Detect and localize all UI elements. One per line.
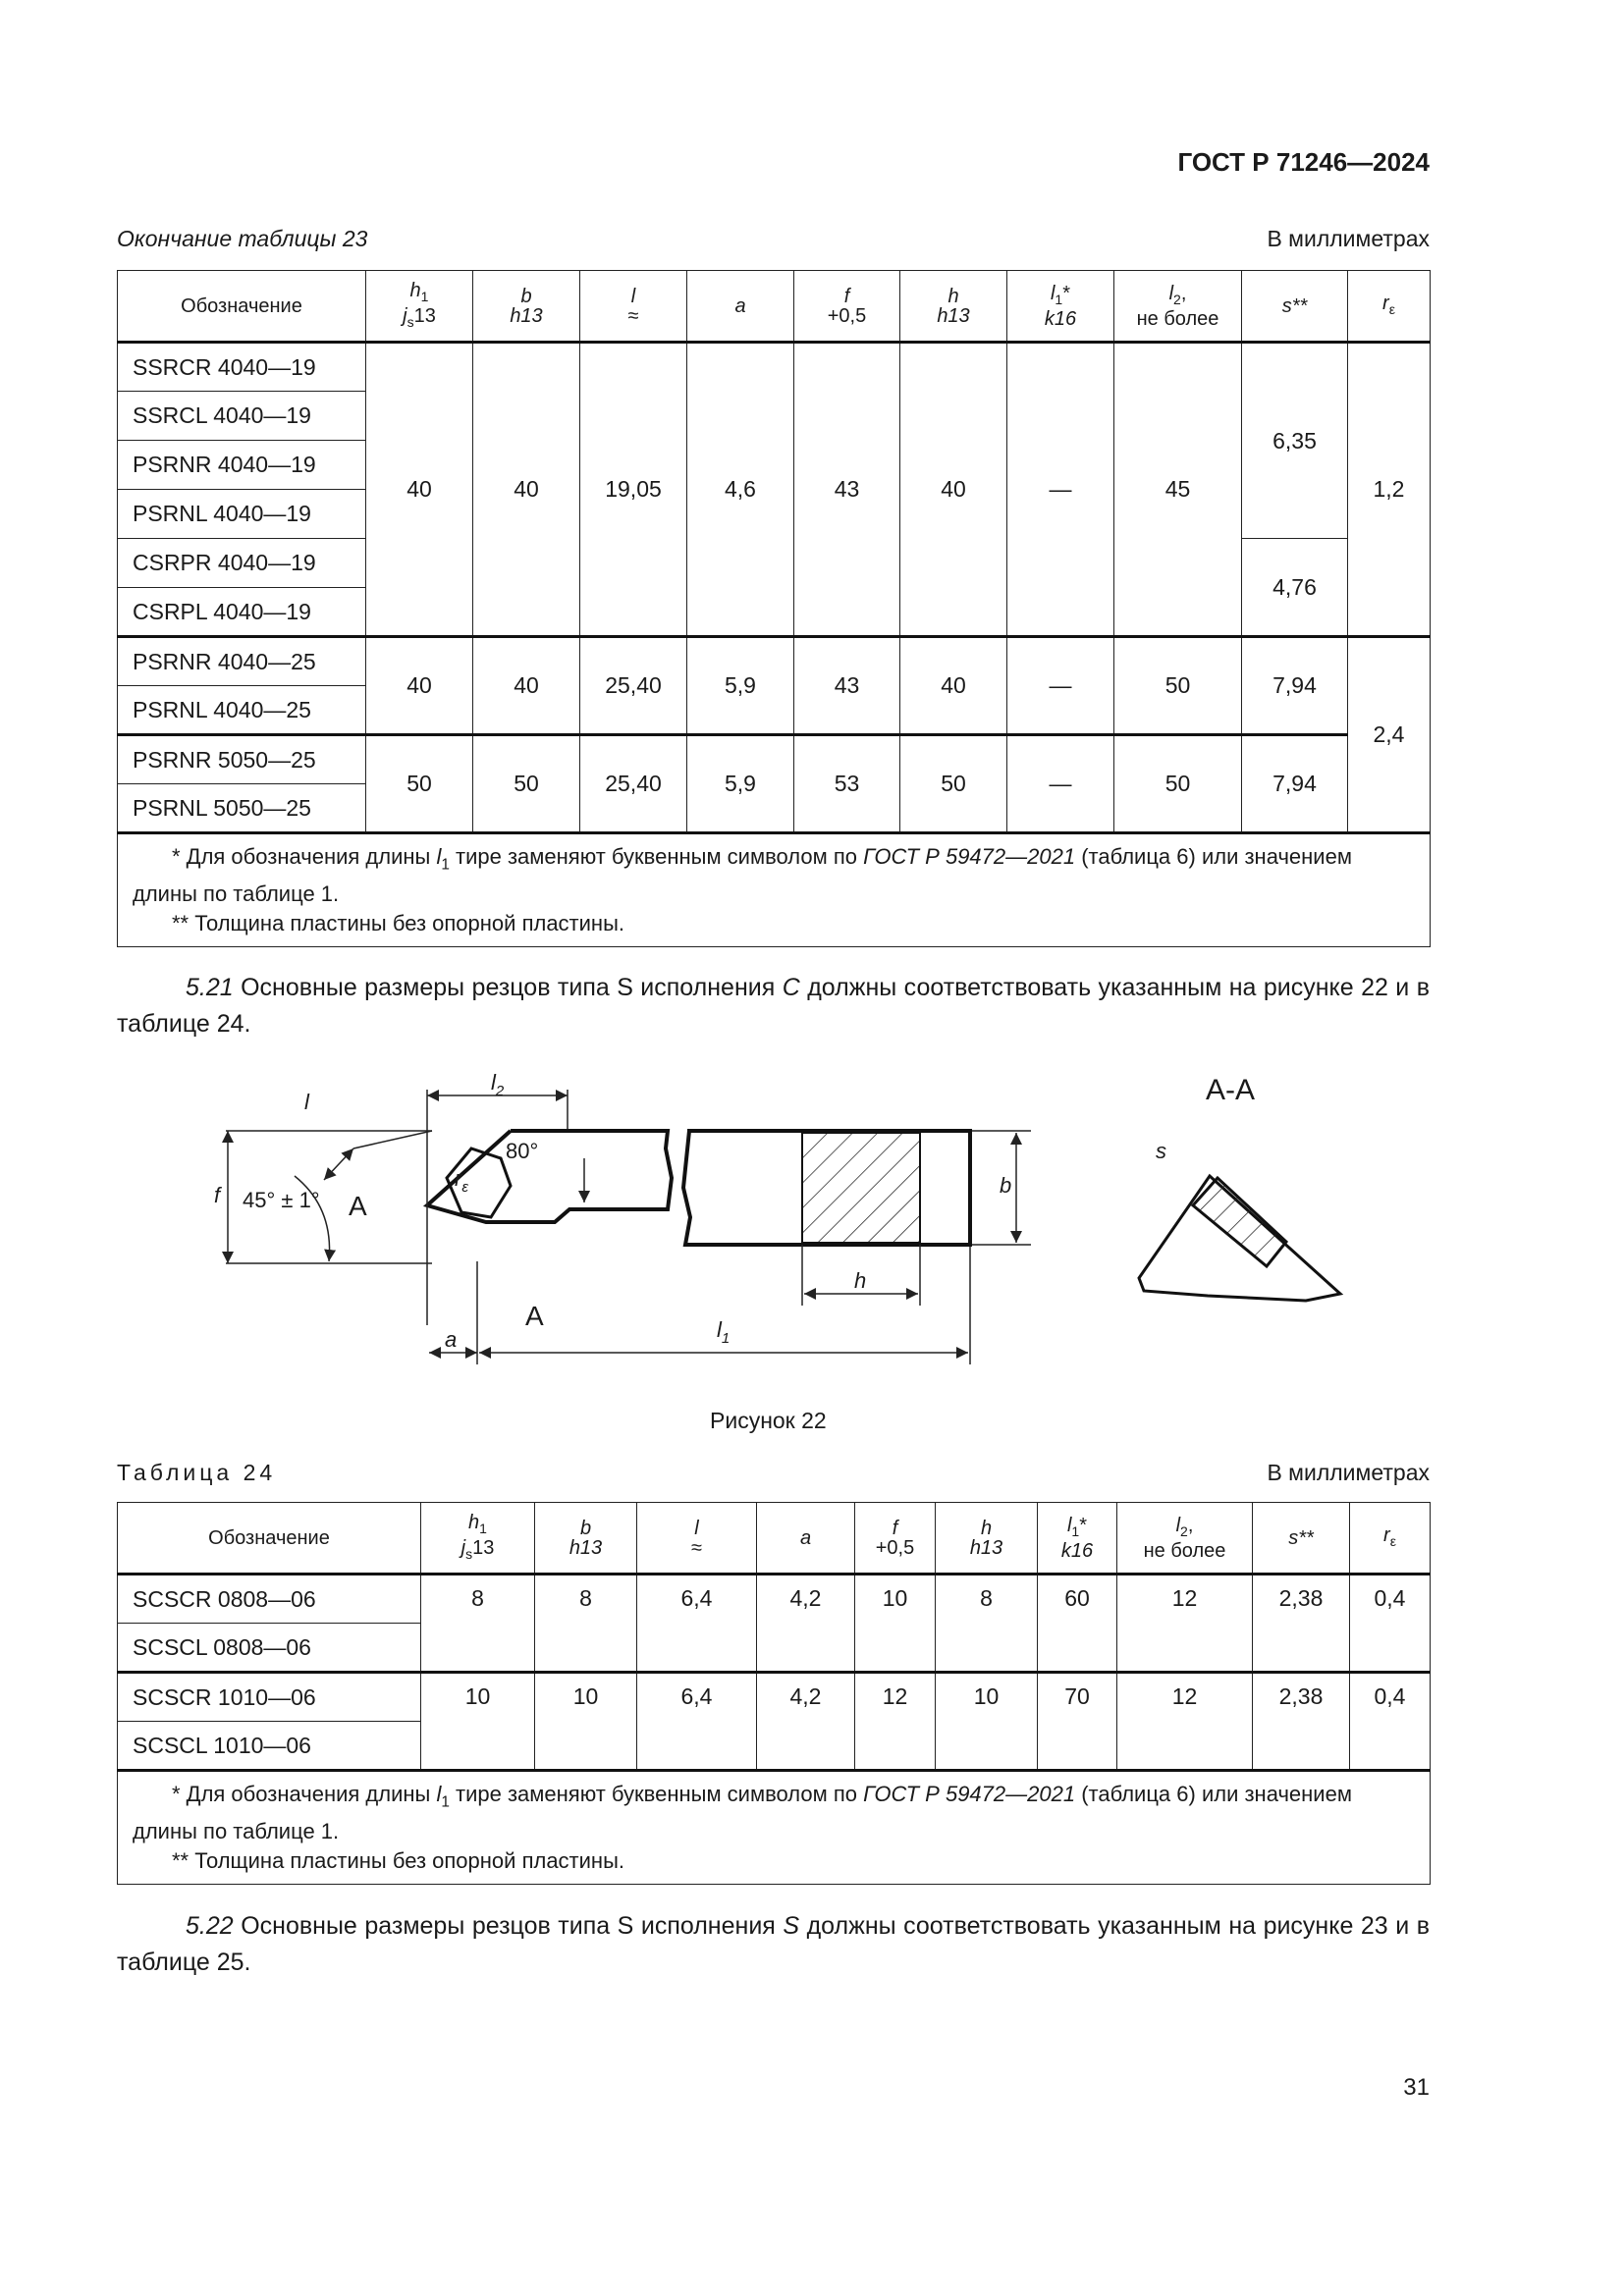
table-row bbox=[118, 1673, 1431, 1722]
col-s: s** bbox=[1242, 271, 1348, 343]
cell-f: 12 bbox=[855, 1673, 936, 1771]
label-80-deg: 80° bbox=[506, 1139, 539, 1163]
designation-cell: CSRPL 4040—19 bbox=[118, 588, 366, 637]
cell-l2: 12 bbox=[1117, 1673, 1253, 1771]
designation-cell: SCSCR 1010—06 bbox=[118, 1673, 421, 1722]
figure-22-caption: Рисунок 22 bbox=[710, 1408, 827, 1433]
cell-l: 19,05 bbox=[580, 343, 687, 637]
cell-l: 25,40 bbox=[580, 735, 687, 833]
col-l2: $l_2$, не более bbox=[1117, 1503, 1253, 1575]
designation-cell: SCSCL 0808—06 bbox=[118, 1624, 421, 1673]
table23-units: В миллиметрах bbox=[1267, 226, 1430, 251]
cell-s: 6,35 bbox=[1242, 343, 1348, 539]
cell-a: 4,6 bbox=[687, 343, 794, 637]
cell-b: 40 bbox=[473, 343, 580, 637]
designation-cell: PSRNL 4040—19 bbox=[118, 490, 366, 539]
designation-cell: PSRNR 4040—25 bbox=[118, 637, 366, 686]
col-h1: $h_1$ $j_s13$ bbox=[366, 271, 473, 343]
table-23 bbox=[117, 270, 1431, 947]
cell-h: 40 bbox=[900, 637, 1007, 735]
col-l: l ≈ bbox=[637, 1503, 757, 1575]
col-r: $r_\varepsilon$ bbox=[1348, 271, 1431, 343]
col-l1: $l_1*$ k16 bbox=[1038, 1503, 1117, 1575]
cell-h: 10 bbox=[936, 1673, 1038, 1771]
col-designation: Обозначение bbox=[118, 271, 366, 343]
designation-cell: SSRCR 4040—19 bbox=[118, 343, 366, 392]
table23-caption: Окончание таблицы 23 bbox=[117, 226, 368, 251]
designation-cell: SSRCL 4040—19 bbox=[118, 392, 366, 441]
col-l1: $l_1*$ k16 bbox=[1007, 271, 1114, 343]
cell-h1: 40 bbox=[366, 637, 473, 735]
cell-s: 2,38 bbox=[1253, 1673, 1350, 1771]
cell-r: 2,4 bbox=[1348, 637, 1431, 833]
label-l1: $l_1$ bbox=[717, 1317, 731, 1347]
designation-cell: PSRNL 4040—25 bbox=[118, 686, 366, 735]
section-mark-a-1: A bbox=[349, 1191, 367, 1221]
col-a: a bbox=[757, 1503, 855, 1575]
designation-cell: SCSCR 0808—06 bbox=[118, 1575, 421, 1624]
cell-l1: — bbox=[1007, 637, 1114, 735]
cell-h1: 8 bbox=[421, 1575, 535, 1673]
designation-cell: CSRPR 4040—19 bbox=[118, 539, 366, 588]
page-number: 31 bbox=[1403, 2074, 1430, 2101]
cell-l1: — bbox=[1007, 343, 1114, 637]
section-a-a-title: А-А bbox=[1206, 1074, 1256, 1106]
designation-cell: SCSCL 1010—06 bbox=[118, 1722, 421, 1771]
table-row bbox=[118, 735, 1431, 784]
table-row bbox=[118, 343, 1431, 392]
cell-r: 1,2 bbox=[1348, 343, 1431, 637]
paragraph-5-22: 5.22 Основные размеры резцов типа S исполнения S должны соответствовать указанным на рисунке 23 и в таблице 25. bbox=[117, 1912, 1430, 1976]
col-l: l ≈ bbox=[580, 271, 687, 343]
cell-h1: 10 bbox=[421, 1673, 535, 1771]
col-f: f +0,5 bbox=[794, 271, 900, 343]
paragraph-5-21: 5.21 Основные размеры резцов типа S исполнения C должны соответствовать указанным на рисунке 22 и в таблице 24. bbox=[117, 974, 1430, 1038]
designation-cell: PSRNR 5050—25 bbox=[118, 735, 366, 784]
col-s: s** bbox=[1253, 1503, 1350, 1575]
cell-h1: 40 bbox=[366, 343, 473, 637]
footnote-2: ** Толщина пластины без опорной пластины. bbox=[172, 1848, 624, 1874]
table-24 bbox=[117, 1502, 1431, 1885]
col-b: b h13 bbox=[473, 271, 580, 343]
col-b: b h13 bbox=[535, 1503, 637, 1575]
label-a: a bbox=[445, 1327, 458, 1352]
label-b: b bbox=[1000, 1173, 1012, 1198]
cell-s: 4,76 bbox=[1242, 539, 1348, 637]
designation-cell: PSRNL 5050—25 bbox=[118, 784, 366, 833]
cell-b: 40 bbox=[473, 637, 580, 735]
table23-notes-row bbox=[118, 833, 1431, 947]
table23-header-row bbox=[118, 271, 1431, 343]
cell-f: 10 bbox=[855, 1575, 936, 1673]
label-angle: 45° ± 1° bbox=[243, 1188, 320, 1212]
table24-units: В миллиметрах bbox=[1267, 1460, 1430, 1485]
tool-head-outline bbox=[427, 1131, 672, 1222]
table24-header-row bbox=[118, 1503, 1431, 1575]
cell-a: 5,9 bbox=[687, 637, 794, 735]
cell-h1: 50 bbox=[366, 735, 473, 833]
cell-s: 7,94 bbox=[1242, 637, 1348, 735]
cell-a: 4,2 bbox=[757, 1575, 855, 1673]
table24-notes-row bbox=[118, 1771, 1431, 1885]
cell-l1: 60 bbox=[1038, 1575, 1117, 1673]
cell-l2: 45 bbox=[1114, 343, 1242, 637]
table23-notes bbox=[118, 833, 1431, 947]
document-id: ГОСТ Р 71246—2024 bbox=[1177, 147, 1430, 177]
table-row bbox=[118, 1575, 1431, 1624]
footnote-1: * Для обозначения длины $l_1$ тире заменяют буквенным символом по ГОСТ Р 59472—2021 (таблица 6) или значением длины по таблице 1. bbox=[133, 844, 1352, 907]
cell-f: 43 bbox=[794, 637, 900, 735]
label-f: f bbox=[214, 1183, 221, 1207]
designation-cell: PSRNR 4040—19 bbox=[118, 441, 366, 490]
cell-b: 10 bbox=[535, 1673, 637, 1771]
cell-h: 8 bbox=[936, 1575, 1038, 1673]
cell-l: 25,40 bbox=[580, 637, 687, 735]
cell-l2: 50 bbox=[1114, 637, 1242, 735]
col-l2: $l_2$, не более bbox=[1114, 271, 1242, 343]
cell-b: 50 bbox=[473, 735, 580, 833]
table24-notes bbox=[118, 1771, 1431, 1885]
label-h: h bbox=[854, 1268, 867, 1293]
table24-caption: Таблица 24 bbox=[117, 1460, 277, 1485]
cell-f: 53 bbox=[794, 735, 900, 833]
cell-l1: 70 bbox=[1038, 1673, 1117, 1771]
section-mark-a-2: A bbox=[525, 1301, 544, 1331]
cell-r: 0,4 bbox=[1350, 1575, 1431, 1673]
cell-h: 40 bbox=[900, 343, 1007, 637]
footnote-2: ** Толщина пластины без опорной пластины. bbox=[172, 911, 624, 936]
col-h: h h13 bbox=[900, 271, 1007, 343]
cell-a: 4,2 bbox=[757, 1673, 855, 1771]
cell-l2: 50 bbox=[1114, 735, 1242, 833]
col-h1: $h_1$ $j_s13$ bbox=[421, 1503, 535, 1575]
col-designation: Обозначение bbox=[118, 1503, 421, 1575]
col-r: $r_\varepsilon$ bbox=[1350, 1503, 1431, 1575]
label-s: s bbox=[1156, 1139, 1166, 1163]
cell-s: 7,94 bbox=[1242, 735, 1348, 833]
cell-l2: 12 bbox=[1117, 1575, 1253, 1673]
cell-l: 6,4 bbox=[637, 1673, 757, 1771]
cell-s: 2,38 bbox=[1253, 1575, 1350, 1673]
label-l: l bbox=[304, 1090, 309, 1114]
footnote-1: * Для обозначения длины $l_1$ тире заменяют буквенным символом по ГОСТ Р 59472—2021 (таблица 6) или значением длины по таблице 1. bbox=[133, 1782, 1352, 1844]
figure-22-drawing bbox=[0, 1060, 1624, 1384]
cell-l: 6,4 bbox=[637, 1575, 757, 1673]
label-l2: $l_2$ bbox=[491, 1070, 505, 1099]
cell-h: 50 bbox=[900, 735, 1007, 833]
section-a-a bbox=[1139, 1176, 1340, 1301]
col-h: h h13 bbox=[936, 1503, 1038, 1575]
label-corner-radius: $r_\varepsilon$ bbox=[455, 1166, 468, 1196]
cell-r: 0,4 bbox=[1350, 1673, 1431, 1771]
cell-a: 5,9 bbox=[687, 735, 794, 833]
cell-f: 43 bbox=[794, 343, 900, 637]
table-row bbox=[118, 637, 1431, 686]
cell-l1: — bbox=[1007, 735, 1114, 833]
shank-section-hatch bbox=[802, 1133, 920, 1243]
cell-b: 8 bbox=[535, 1575, 637, 1673]
col-a: a bbox=[687, 271, 794, 343]
col-f: f +0,5 bbox=[855, 1503, 936, 1575]
